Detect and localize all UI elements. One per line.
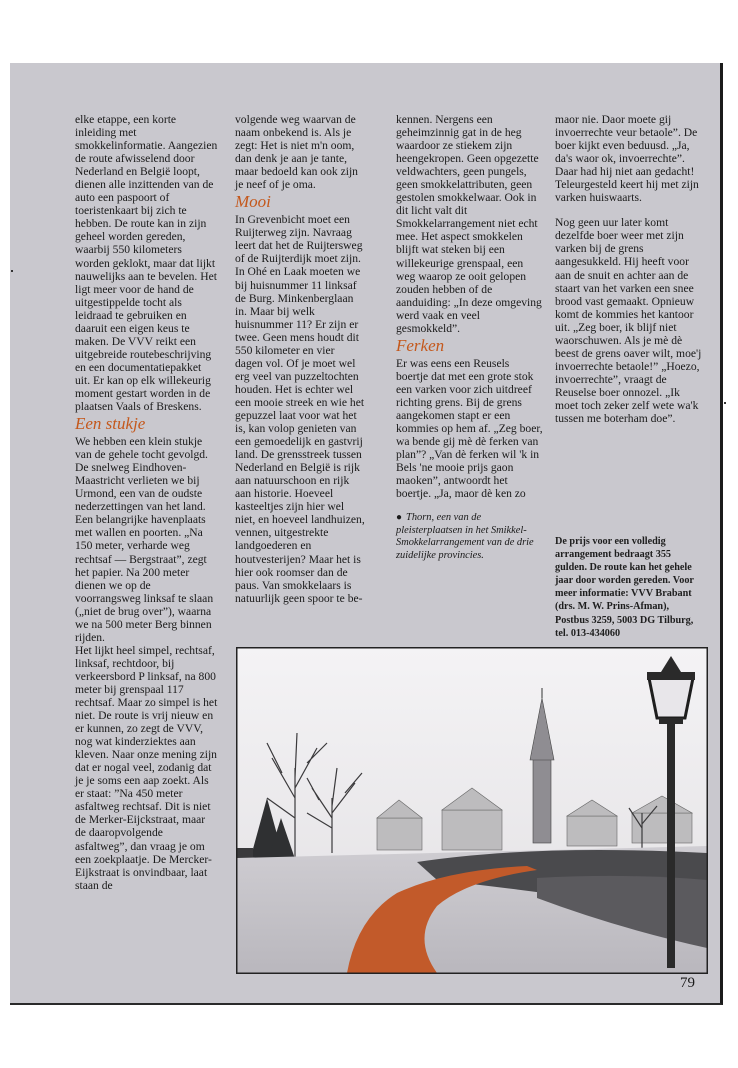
landscape-illustration bbox=[237, 648, 707, 973]
page-number: 79 bbox=[680, 975, 695, 991]
margin-tick bbox=[11, 270, 13, 272]
bullet-icon: ● bbox=[396, 512, 403, 524]
section-heading-ferken: Ferken bbox=[396, 335, 445, 355]
paragraph: Nog geen uur later komt dezelfde boer weer met zijn varken bij de grens aangesukkeld. Hij heeft voor aan de snuit en achter aan de staart van het varken een snee brood vast gemaakt. Opnieuw komt de kommies het kantoor uit. „Zeg boer, ik blijf niet waorschuwen. Als je mè dè beest de grens oaver wilt, moe'j invoerrechte betaole!” „Hoezo, invoerrechte”, vraagt de Reuselse boer onnozel. „Ik moet toch zeker zelf wete wa'k tussen me boterham doe”. bbox=[555, 216, 702, 426]
thorn-photo bbox=[236, 647, 708, 974]
paragraph: kennen. Nergens een geheimzinnig gat in de heg waardoor ze stiekem zijn heengekropen. Geen opgezette veldwachters, geen pungels, geen smokkelattributen, geen gestolen smokkelwaar. Ook in dit licht valt dit Smokkelarrangement niet echt mee. Het aspect smokkelen blijft wat steken bij een willekeurige grenspaal, een weg waarop ze ooit gelopen zouden hebben of de aanduiding: „In deze omgeving werd vaak en veel gesmokkeld”. bbox=[396, 113, 542, 335]
paragraph: elke etappe, een korte inleiding met smokkelinformatie. Aangezien de route afwisselend door Nederland en België loopt, dienen alle inzittenden van de auto een paspoort of toeristenkaart bij zich te hebben. De route kan in zijn geheel worden gereden, waarbij 550 kilometers worden geklokt, maar dat lijkt nauwelijks aan te bevelen. Het ligt meer voor de hand de uitgestippelde tocht als leidraad te gebruiken en daaruit een eigen keus te maken. De VVV reikt een uitgebreide routebeschrijving en een documentatiepakket uit. Er kan op elk willekeurig moment gestart worden in de plaatsen Vaals of Breskens. bbox=[75, 113, 218, 414]
paragraph: Er was eens een Reusels boertje dat met een grote stok een varken voor zich uitdreef richting grens. Bij de grens aangekomen stapt er een kommies op hem af. „Zeg boer, wa bende gij mè dè ferken van plan”? „Van dè ferken wil 'k in Bels 'ne mooie prijs gaon maoken”, antwoordt het boertje. „Ja, maor dè ken zo bbox=[396, 356, 543, 501]
margin-tick bbox=[724, 402, 726, 404]
caption-text: Thorn, een van de pleisterplaatsen in het Smikkel-Smokkelarrangement van de drie zuidelijke provincies. bbox=[396, 512, 534, 561]
info-box: De prijs voor een volledig arrangement bedraagt 355 gulden. De route kan het gehele jaar door worden gereden. Voor meer informatie: VVV Brabant (drs. M. W. Prins-Afman), Postbus 3259, 5003 DG Tilburg, tel. 013-434060 bbox=[555, 536, 694, 639]
paragraph: We hebben een klein stukje van de gehele tocht gevolgd. De snelweg Eindhoven-Maastricht verlieten we bij Urmond, een van de oudste nederzettingen van het land. Een belangrijke havenplaats met wallen en poorten. „Na 150 meter, verharde weg rechtsaf — Bergstraat”, zegt het papier. Na 200 meter dienen we op de voorrangsweg linksaf te slaan („niet de brug over”), waarna we na 500 meter Berg binnen rijden. bbox=[75, 435, 214, 644]
column-4 bbox=[555, 113, 703, 425]
paragraph: Het lijkt heel simpel, rechtsaf, linksaf, rechtdoor, bij verkeersbord P linksaf, na 800 meter bij grenspaal 117 rechtsaf. Maar zo simpel is het niet. De route is vrij nieuw en er kunnen, zo zegt de VVV, nog wat kinderziektes aan kleven. Naar onze mening zijn dat er nogal veel, zodanig dat je je soms een aap zoekt. Als er staat: ”Na 450 meter asfaltweg rechtsaf. Dit is niet de Merker-Eijckstraat, maar de daaropvolgende asfaltweg”, dan vraag je om een zoekplaatje. De Mercker-Eijkstraat is onvindbaar, laat staan de bbox=[75, 643, 218, 892]
section-heading-een-stukje: Een stukje bbox=[75, 414, 146, 434]
photo-caption bbox=[396, 512, 544, 562]
column-1 bbox=[75, 113, 218, 892]
column-2 bbox=[235, 113, 365, 605]
section-heading-mooi: Mooi bbox=[235, 192, 271, 212]
paragraph: In Grevenbicht moet een Ruijterweg zijn. Navraag leert dat het de Ruijtersweg of de Ruijterdijk moet zijn. In Ohé en Laak moeten we bij huisnummer 11 linksaf de Burg. Minkenberglaan in. Maar bij welk huisnummer 11? Er zijn er twee. Geen mens houdt dit 550 kilometer en vier dagen vol. Of je moet wel erg veel van puzzeltochten houden. Het is echter wel een mooie streek en wie het gepuzzel laat voor wat het is, kan volop genieten van een gemoedelijk en gastvrij land. De grensstreek tussen Nederland en België is rijk aan natuurschoon en rijk aan historie. Hoeveel kasteeltjes zijn hier wel niet, en hoeveel landhuizen, vennen, uitgestrekte landgoederen en houtvesterijen? Maar het is hier ook roomser dan de paus. Van smokkelaars is natuurlijk geen spoor te be- bbox=[235, 213, 365, 605]
paragraph: maor nie. Daor moete gij invoerrechte veur betaole”. De boer kijkt even beduusd. „Ja, da's waor ok, invoerrechte”. Daar had hij niet aan gedacht! Teleurgesteld keert hij met zijn varken huiswaarts. bbox=[555, 113, 699, 205]
paragraph: volgende weg waarvan de naam onbekend is. Als je zegt: Het is niet m'n oom, dan denk je aan je tante, maar bedoeld kan ook zijn je neef of je oma. bbox=[235, 113, 358, 192]
column-3 bbox=[396, 113, 544, 562]
